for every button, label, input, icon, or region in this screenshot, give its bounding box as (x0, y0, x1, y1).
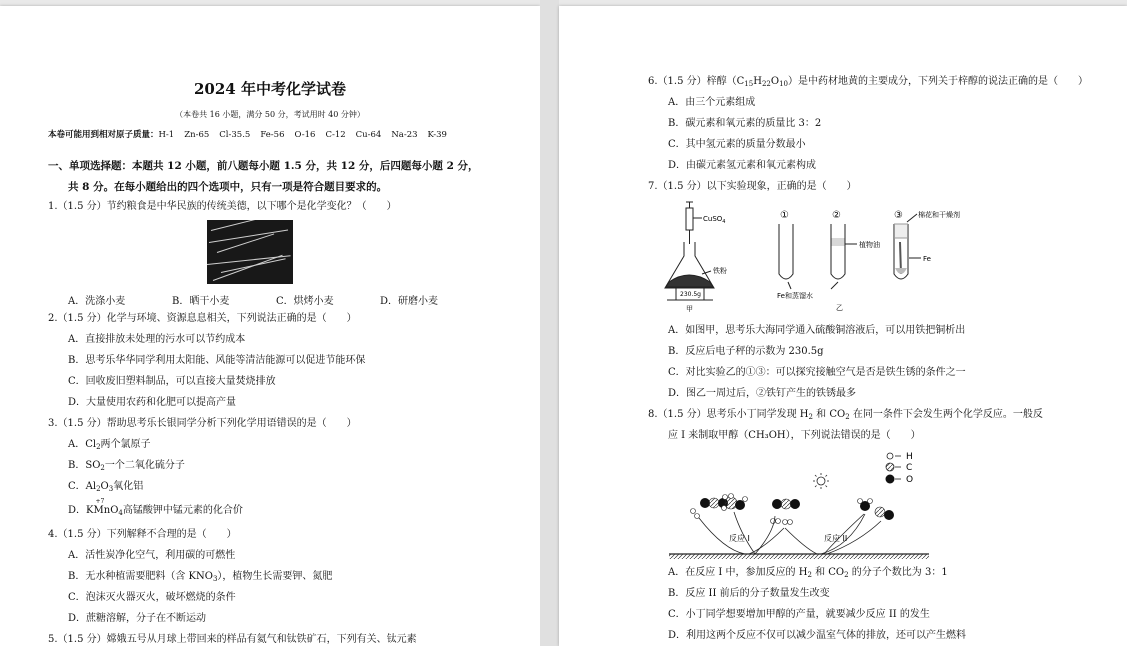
q7-oil-label: 植物油 (859, 241, 880, 249)
page-left (0, 6, 540, 646)
page-gap (540, 0, 559, 646)
q7-label-jia: 甲 (686, 305, 693, 313)
q3-option-a: A．$Cl_2$两个氯原子 (68, 439, 151, 451)
legend-c-atom (886, 463, 894, 471)
q8-option-d: D．利用这两个反应不仅可以减少温室气体的排放，还可以产生燃料 (668, 630, 967, 641)
methanol-molecule (722, 494, 748, 511)
section1-heading: 一、单项选择题：本题共 12 小题，前八题每小题 1.5 分，共 12 分，后四题每小题 2 分， (48, 160, 479, 172)
q2-option-a: A．直接排放未处理的污水可以节约成本 (68, 334, 246, 345)
q6-stem: 6.（1.5 分）梓醇$(C_{15}H_{22}O_{10})$是中药材地黄的主要成分，下列关于梓醇的说法正确的是（ ） (648, 76, 1088, 88)
q7-stem: 7.（1.5 分）以下实验现象，正确的是（ ） (648, 181, 857, 192)
page-right (559, 6, 1127, 646)
q7-scale-reading: 230.5g (680, 291, 701, 298)
h2o-molecule (858, 499, 873, 512)
q7-iron-powder-label: 铁粉 (713, 267, 727, 275)
q7-fe-label: Fe (923, 255, 931, 263)
q7-label-yi: 乙 (836, 304, 843, 312)
q6-option-a: A．由三个元素组成 (668, 97, 756, 108)
mass-c: C-12 (325, 130, 346, 140)
paper-title: 2024 年中考化学试卷 (194, 80, 346, 98)
q3-stem: 3.（1.5 分）帮助思考乐长银同学分析下列化学用语错误的是（ ） (48, 418, 357, 429)
mass-cu: Cu-64 (355, 130, 382, 140)
co-molecule (875, 507, 894, 520)
legend-o-label: O (906, 475, 914, 485)
atomic-masses (48, 128, 447, 140)
q8-option-a: A．在反应 I 中，参加反应的 $H_2$ 和 $CO_2$ 的分子个数比为 3：1 (668, 567, 948, 579)
legend-o-atom (886, 475, 895, 484)
q4-option-d: D．蔗糖溶解，分子在不断运动 (68, 613, 207, 624)
catalyst-surface-hatch (669, 554, 929, 559)
q1-option-b: B．晒干小麦 (172, 296, 230, 307)
q2-option-c: C．回收废旧塑料制品，可以直接大量焚烧排放 (68, 376, 276, 387)
legend-h-label: H (906, 452, 913, 462)
reaction2-label: 反应 II (824, 534, 848, 543)
q8-option-b: B．反应 II 前后的分子数量发生改变 (668, 588, 830, 599)
q1-wheat-photo (207, 220, 293, 284)
legend-h-atom (887, 453, 893, 459)
q7-tube-num-1: ① (780, 210, 789, 221)
q7-option-a: A．如图甲，思考乐大海同学通入硫酸铜溶液后，可以用铁把铜析出 (668, 325, 966, 336)
q2-option-b: B．思考乐华华同学利用太阳能、风能等清洁能源可以促进节能环保 (68, 355, 366, 366)
mass-h: H-1 (158, 130, 175, 140)
q7-fe-water-label: Fe和蒸馏水 (777, 292, 813, 300)
q8-stem: 8.（1.5 分）思考乐小丁同学发现 $H_2$ 和 $CO_2$ 在同一条件下会发生两个化学反应。一般反 (648, 409, 1043, 421)
q2-option-d: D．大量使用农药和化肥可以提高产量 (68, 397, 237, 408)
q4-option-c: C．泡沫灭火器灭火，破坏燃烧的条件 (68, 592, 236, 603)
mass-na: Na-23 (391, 130, 418, 140)
q1-option-c: C．烘烤小麦 (276, 296, 334, 307)
mass-o: O-16 (294, 130, 316, 140)
q4-option-b: B．无水种植需要肥料（含 $KNO_3$），植物生长需要钾、氮肥 (68, 571, 333, 583)
q7-option-d: D．图乙一周过后，②铁钉产生的铁锈最多 (668, 388, 857, 399)
sun-icon (813, 473, 829, 489)
mass-fe: Fe-56 (260, 130, 285, 140)
section1-heading-cont: 共 8 分。在每小题给出的四个选项中，只有一项是符合题目要求的。 (68, 181, 388, 193)
co2-molecule-2 (772, 499, 800, 509)
q8-stem-cont: 应 I 来制取甲醇（CH₃OH），下列说法错误的是（ ） (668, 430, 921, 441)
q7-option-b: B．反应后电子秤的示数为 230.5g (668, 346, 824, 357)
q7-cotton-label: 棉花和干燥剂 (918, 211, 960, 219)
mass-cl: Cl-35.5 (219, 130, 251, 140)
q4-option-a: A．活性炭净化空气，利用碳的可燃性 (68, 550, 236, 561)
q3-option-b: B．$SO_2$一个二氧化硫分子 (68, 460, 185, 472)
paper-subtitle: （本卷共 16 小题，满分 50 分，考试用时 40 分钟） (175, 110, 365, 119)
h2-molecule-3 (691, 509, 700, 519)
q6-option-c: C．其中氢元素的质量分数最小 (668, 139, 806, 150)
q1-option-a: A．洗涤小麦 (68, 296, 126, 307)
reaction-arrows (699, 512, 881, 554)
q7-figure (559, 6, 1127, 316)
q1-option-d: D．研磨小麦 (380, 296, 439, 307)
atomic-masses-label: 本卷可能用到相对原子质量： (48, 130, 159, 140)
q8-figure (559, 442, 1127, 560)
legend-c-label: C (906, 463, 913, 473)
h2-molecule-2 (783, 520, 793, 525)
q8-option-c: C．小丁同学想要增加甲醇的产量，就要减少反应 II 的发生 (668, 609, 930, 620)
q4-stem: 4.（1.5 分）下列解释不合理的是（ ） (48, 529, 237, 540)
q7-tube-2 (831, 224, 845, 279)
q1-stem: 1.（1.5 分）节约粮食是中华民族的传统美德，以下哪个是化学变化？（ ） (48, 201, 397, 212)
reaction1-label: 反应 I (729, 534, 750, 543)
q7-tube-num-3: ③ (894, 210, 903, 221)
mass-k: K-39 (427, 130, 447, 140)
q7-tube-1 (779, 224, 793, 279)
q3-option-c: C．$Al_2O_3$氧化铝 (68, 481, 144, 493)
h2-molecule-1 (771, 519, 781, 524)
q6-option-b: B．碳元素和氧元素的质量比 3：2 (668, 118, 822, 129)
q7-option-c: C．对比实验乙的①③：可以探究接触空气是否是铁生锈的条件之一 (668, 367, 966, 378)
q3-option-d: D．K +7 MnO$_4$高锰酸钾中锰元素的化合价 (68, 498, 243, 517)
q7-cuso4-label: CuSO$_4$ (703, 215, 726, 225)
q5-stem: 5.（1.5 分）嫦娥五号从月球上带回来的样品有氦气和钛铁矿石，下列有关、钛元素 (48, 634, 417, 645)
q6-option-d: D．由碳元素氢元素和氧元素构成 (668, 160, 817, 171)
q2-stem: 2.（1.5 分）化学与环境、资源息息相关，下列说法正确的是（ ） (48, 313, 357, 324)
mass-zn: Zn-65 (184, 130, 210, 140)
q7-tube-num-2: ② (832, 210, 841, 221)
